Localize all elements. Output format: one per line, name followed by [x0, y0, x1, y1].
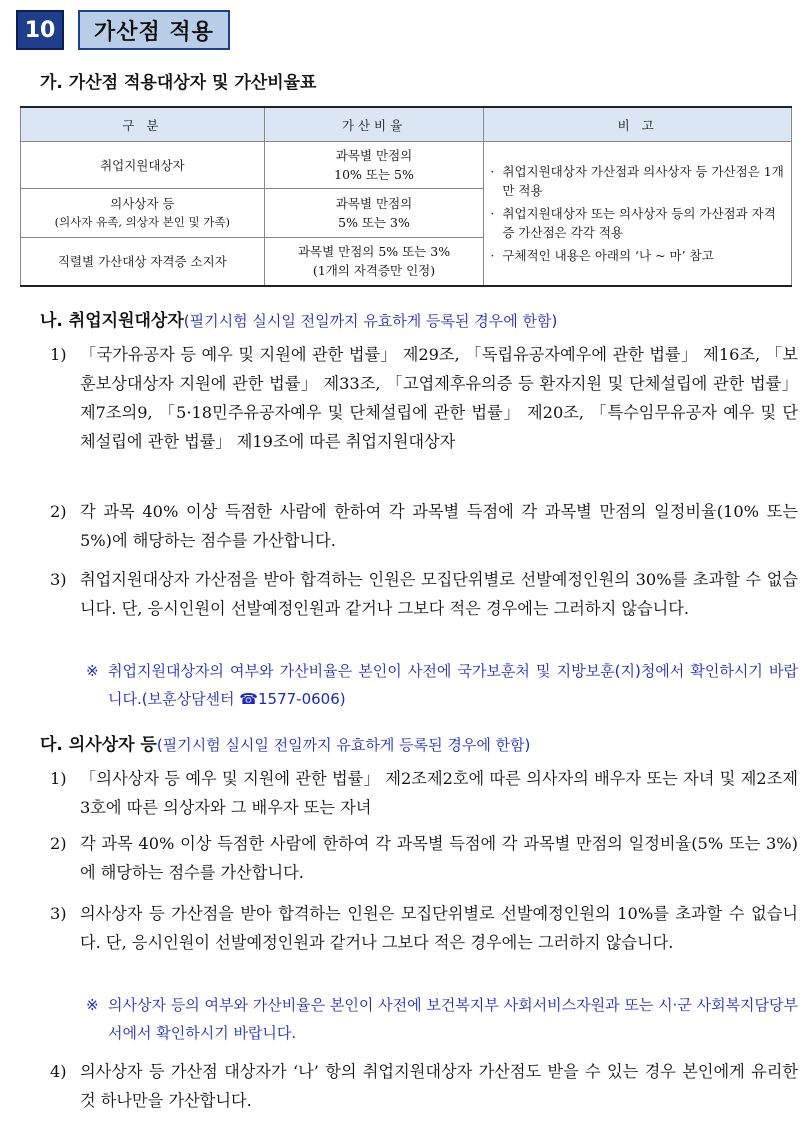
list-item: 4) 의사상자 등 가산점 대상자가 ‘나’ 항의 취업지원대상자 가산점도 받을 수 있는 경우 본인에게 유리한 것 하나만을 가산합니다. — [50, 1062, 798, 1110]
table-header-row — [21, 107, 792, 142]
rate-line: 과목별 만점의 — [335, 196, 413, 211]
list-item: 3) 취업지원대상자 가산점을 받아 합격하는 인원은 모집단위별로 선발예정인원의 30%를 초과할 수 없습니다. 단, 응시인원이 선발예정인원과 같거나 그보다 적은 경우에는 그러하지 않습니다. — [50, 570, 798, 618]
remark-item: · 구체적인 내용은 아래의 ‘나 ~ 마’ 참고 — [490, 247, 714, 263]
list-item: 1) 「의사상자 등 예우 및 지원에 관한 법률」 제2조제2호에 따른 의사자의 배우자 또는 자녀 및 제2조제3호에 따른 의상자와 그 배우자 또는 자녀 — [50, 769, 798, 817]
subsection-da-title: 다. 의사상자 등(필기시험 실시일 전일까지 유효하게 등록된 경우에 한함) — [40, 735, 531, 755]
list-item: 2) 각 과목 40% 이상 득점한 사람에 한하여 각 과목별 득점에 각 과목별 만점의 일정비율(10% 또는 5%)에 해당하는 점수를 가산합니다. — [50, 502, 798, 550]
bonus-rate-table — [20, 106, 792, 287]
section-header — [16, 10, 230, 48]
row-category: 직렬별 가산대상 자격증 소지자 — [21, 238, 265, 286]
subsection-ga-title: 가. 가산점 적용대상자 및 가산비율표 — [40, 73, 317, 93]
rate-line: (1개의 자격증만 인정) — [312, 263, 436, 279]
remark-note: ※ 의사상자 등의 여부와 가산비율은 본인이 사전에 보건복지부 사회서비스자원과 또는 시·군 사회복지담당부서에서 확인하시기 바랍니다. — [86, 996, 799, 1042]
remark-item: · 취업지원대상자 또는 의사상자 등의 가산점과 자격증 가산점은 각각 적용 — [490, 205, 776, 240]
header-remarks: 비 고 — [484, 107, 792, 142]
list-item: 2) 각 과목 40% 이상 득점한 사람에 한하여 각 과목별 득점에 각 과목별 만점의 일정비율(5% 또는 3%)에 해당하는 점수를 가산합니다. — [50, 834, 798, 882]
header-rate: 가산비율 — [264, 107, 484, 142]
subsection-na-title: 나. 취업지원대상자(필기시험 실시일 전일까지 유효하게 등록된 경우에 한함) — [40, 311, 558, 331]
row-rate — [264, 238, 484, 286]
list-item: 1) 「국가유공자 등 예우 및 지원에 관한 법률」 제29조, 「독립유공자예우에 관한 법률」 제16조, 「보훈보상대상자 지원에 관한 법률」 제33조, 「고엽제후유의증 등 환자지원 및 단체설립에 관한 법률」 제7조의9, 「5·18민주유공자예우 및 단체설립에 관한 법률」 제20조, 「특수임무유공자 예우 및 단체설립에 관한 법률」 제19조에 따른 취업지원대상자 — [50, 345, 798, 451]
remark-note: ※ 취업지원대상자의 여부와 가산비율은 본인이 사전에 국가보훈처 및 지방보훈(지)청에서 확인하시기 바랍니다.(보훈상담센터 ☎1577-0606) — [86, 662, 798, 708]
row-rate — [264, 142, 484, 189]
rate-line: 5% 또는 3% — [338, 215, 410, 230]
subsection-da-note: (필기시험 실시일 전일까지 유효하게 등록된 경우에 한함) — [156, 736, 531, 754]
rate-line: 10% 또는 5% — [334, 167, 414, 182]
section-number: 10 — [16, 10, 64, 50]
subsection-na-note: (필기시험 실시일 전일까지 유효하게 등록된 경우에 한함) — [183, 312, 558, 330]
row-rate — [264, 189, 484, 238]
header-category: 구 분 — [21, 107, 265, 142]
rate-line: 과목별 만점의 5% 또는 3% — [297, 244, 451, 260]
section-title: 가산점 적용 — [78, 10, 230, 50]
list-item: 3) 의사상자 등 가산점을 받아 합격하는 인원은 모집단위별로 선발예정인원의 10%를 초과할 수 없습니다. 단, 응시인원이 선발예정인원과 같거나 그보다 적은 경우에는 그러하지 않습니다. — [50, 904, 798, 952]
row-category: 취업지원대상자 — [21, 142, 265, 189]
rate-line: 과목별 만점의 — [335, 148, 413, 163]
row-category: 의사상자 등 (의사자 유족, 의상자 본인 및 가족) — [21, 189, 265, 238]
remarks-cell — [484, 142, 792, 286]
remark-item: · 취업지원대상자 가산점과 의사상자 등 가산점은 1개만 적용 — [490, 163, 784, 198]
table-row — [21, 142, 792, 189]
